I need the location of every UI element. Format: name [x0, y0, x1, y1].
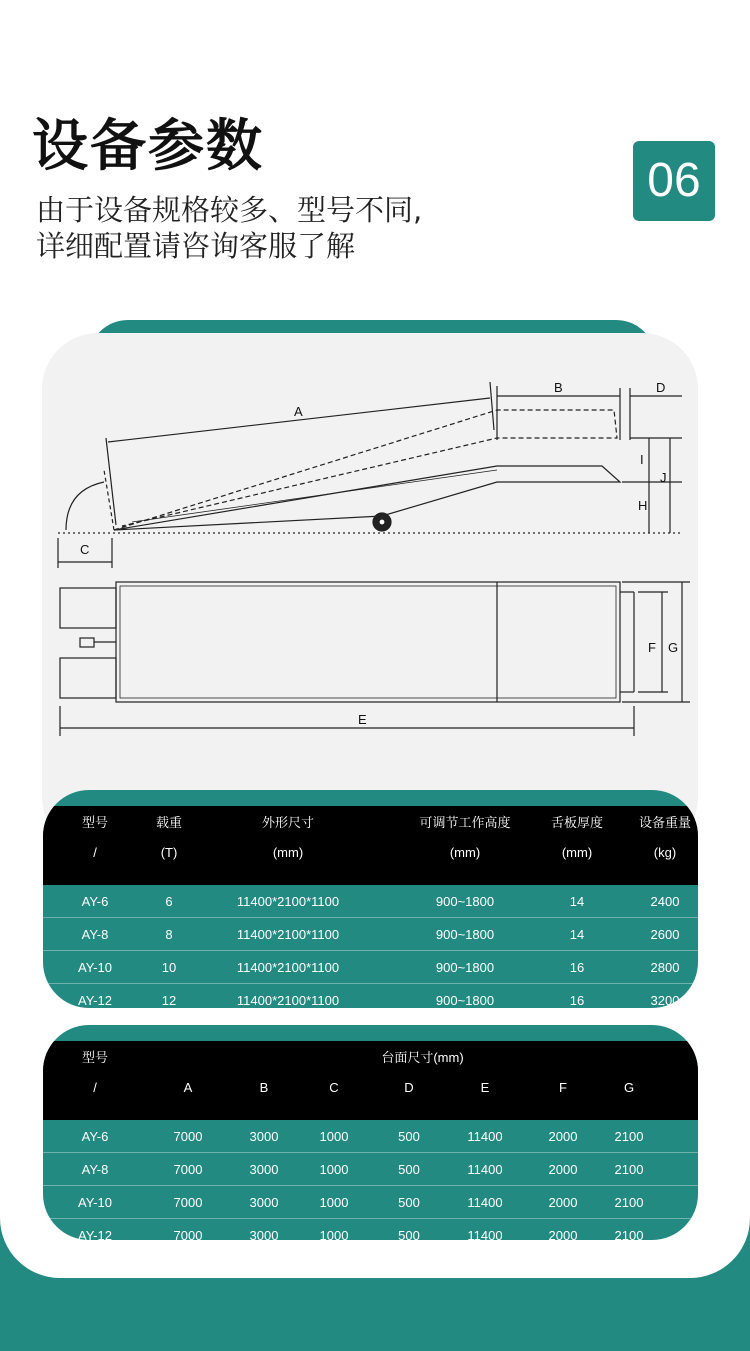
cell-weight: 2600	[650, 926, 680, 942]
unit-model: /	[93, 845, 97, 860]
cell-dimensions: 11400*2100*1100	[236, 893, 340, 909]
unit-dimensions: (mm)	[272, 845, 304, 860]
cell-c: 1000	[319, 1194, 349, 1210]
table-row	[43, 951, 698, 984]
label-d: D	[656, 380, 666, 395]
cell-g: 2100	[614, 1194, 644, 1210]
header-row	[43, 806, 698, 837]
cell-d: 500	[398, 1161, 420, 1177]
cell-model: AY-8	[81, 1161, 109, 1177]
cell-d: 500	[398, 1227, 420, 1240]
spec-table-header	[43, 806, 698, 885]
label-g: G	[668, 640, 679, 655]
subtitle	[36, 192, 422, 264]
table-row	[43, 918, 698, 951]
spec-table	[43, 790, 698, 1008]
header-f: F	[559, 1080, 567, 1095]
cell-f: 2000	[548, 1194, 578, 1210]
label-a: A	[294, 404, 303, 419]
unit-model: /	[93, 1080, 97, 1095]
header-row	[43, 1041, 698, 1072]
cell-lip-thickness: 14	[569, 893, 585, 909]
cell-load: 10	[161, 959, 177, 975]
cell-model: AY-6	[81, 1128, 109, 1144]
cell-b: 3000	[249, 1128, 279, 1144]
cell-b: 3000	[249, 1161, 279, 1177]
cell-dimensions: 11400*2100*1100	[236, 926, 340, 942]
cell-weight: 3200	[650, 992, 680, 1008]
lip-arc	[66, 482, 104, 530]
cell-lip-thickness: 16	[569, 959, 585, 975]
cell-e: 11400	[467, 1227, 503, 1240]
deck-size-table	[43, 1025, 698, 1240]
cell-height: 900~1800	[435, 992, 495, 1008]
cell-b: 3000	[249, 1194, 279, 1210]
header-deck-size: 台面尺寸(mm)	[381, 1050, 464, 1065]
cell-a: 7000	[173, 1128, 203, 1144]
cell-height: 900~1800	[435, 926, 495, 942]
cell-weight: 2800	[650, 959, 680, 975]
cell-model: AY-10	[78, 959, 112, 975]
cell-g: 2100	[614, 1161, 644, 1177]
deck-size-table-header	[43, 1041, 698, 1120]
header-model: 型号	[81, 815, 108, 830]
header-c: C	[329, 1080, 339, 1095]
cell-lip-thickness: 14	[569, 926, 585, 942]
table-row	[43, 885, 698, 918]
cell-e: 11400	[467, 1194, 503, 1210]
cell-c: 1000	[319, 1128, 349, 1144]
header-load: 载重	[155, 815, 182, 830]
page-title: 设备参数	[32, 114, 264, 179]
table-row	[43, 1219, 698, 1240]
plan-handle	[80, 638, 94, 647]
cell-g: 2100	[614, 1128, 644, 1144]
cell-g: 2100	[614, 1227, 644, 1240]
cell-c: 1000	[319, 1161, 349, 1177]
cell-lip-thickness: 16	[569, 992, 585, 1008]
label-i: I	[640, 452, 644, 467]
table-row	[43, 1186, 698, 1219]
cell-e: 11400	[467, 1128, 503, 1144]
cell-a: 7000	[173, 1161, 203, 1177]
ramp-solid	[114, 466, 620, 530]
header-a: A	[183, 1080, 193, 1095]
subtitle-line-2: 详细配置请咨询客服了解	[36, 229, 356, 263]
label-e: E	[358, 712, 367, 727]
cell-weight: 2400	[650, 893, 680, 909]
cell-a: 7000	[173, 1227, 203, 1240]
label-f: F	[648, 640, 656, 655]
cell-load: 6	[165, 893, 173, 909]
unit-lip-thickness: (mm)	[561, 845, 593, 860]
plan-lip-bottom	[60, 658, 116, 698]
cell-height: 900~1800	[435, 893, 495, 909]
cell-model: AY-12	[78, 992, 112, 1008]
label-h: H	[638, 498, 648, 513]
label-b: B	[554, 380, 563, 395]
cell-b: 3000	[249, 1227, 279, 1240]
header-height: 可调节工作高度	[419, 815, 511, 830]
cell-dimensions: 11400*2100*1100	[236, 992, 340, 1008]
label-j: J	[660, 470, 667, 485]
cell-model: AY-10	[78, 1194, 112, 1210]
cell-model: AY-8	[81, 926, 109, 942]
cell-d: 500	[398, 1194, 420, 1210]
subtitle-line-1: 由于设备规格较多、型号不同,	[36, 193, 423, 227]
header-b: B	[259, 1080, 269, 1095]
unit-load: (T)	[160, 845, 178, 860]
header-e: E	[480, 1080, 490, 1095]
cell-f: 2000	[548, 1128, 578, 1144]
cell-f: 2000	[548, 1161, 578, 1177]
cell-model: AY-12	[78, 1227, 112, 1240]
section-number-badge: 06	[633, 141, 715, 221]
unit-row	[43, 837, 698, 868]
header-model: 型号	[81, 1050, 108, 1065]
cell-load: 8	[165, 926, 173, 942]
header-d: D	[404, 1080, 414, 1095]
cell-height: 900~1800	[435, 959, 495, 975]
cell-dimensions: 11400*2100*1100	[236, 959, 340, 975]
label-c: C	[80, 542, 90, 557]
unit-weight: (kg)	[653, 845, 677, 860]
plan-lip-top	[60, 588, 116, 628]
cell-c: 1000	[319, 1227, 349, 1240]
cell-f: 2000	[548, 1227, 578, 1240]
table-row	[43, 1120, 698, 1153]
cell-a: 7000	[173, 1194, 203, 1210]
dimension-drawing	[42, 370, 698, 770]
cell-load: 12	[161, 992, 177, 1008]
header-g: G	[623, 1080, 635, 1095]
cell-model: AY-6	[81, 893, 109, 909]
header-weight: 设备重量	[638, 815, 691, 830]
plan-deck	[116, 582, 620, 702]
table-row	[43, 984, 698, 1008]
table-row	[43, 1153, 698, 1186]
ramp-dashed	[114, 410, 617, 530]
unit-height: (mm)	[449, 845, 481, 860]
cell-e: 11400	[467, 1161, 503, 1177]
unit-row	[43, 1072, 698, 1103]
header-dimensions: 外形尺寸	[261, 815, 314, 830]
cell-d: 500	[398, 1128, 420, 1144]
header-lip-thickness: 舌板厚度	[550, 815, 603, 830]
